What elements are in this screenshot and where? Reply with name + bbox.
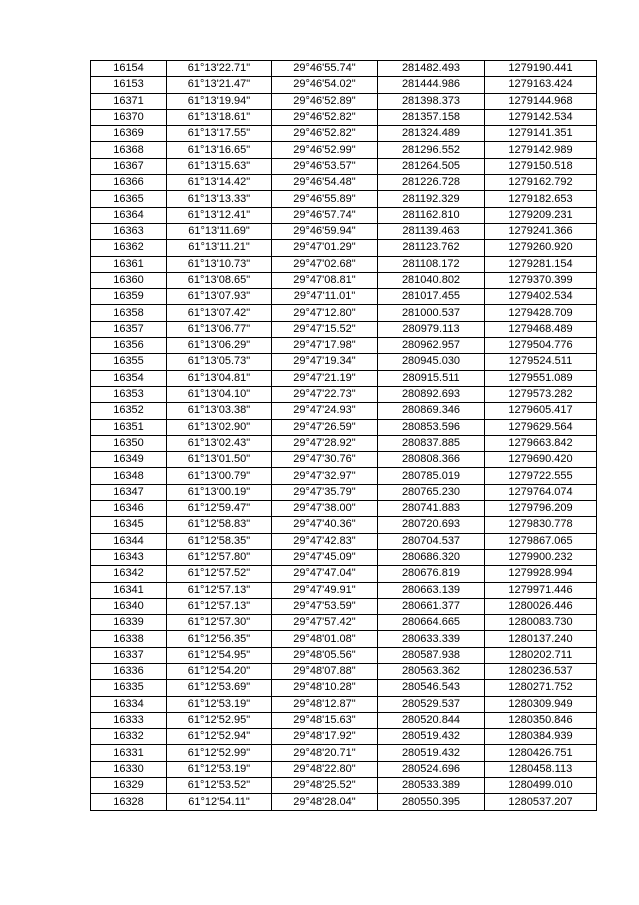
easting-cell: 280563.362	[378, 663, 485, 679]
northing-cell: 1279150.518	[485, 158, 597, 174]
table-row	[91, 175, 597, 191]
easting-cell: 281226.728	[378, 175, 485, 191]
easting-cell: 281040.802	[378, 272, 485, 288]
latitude-cell: 29°48'15.63"	[272, 712, 378, 728]
point-id-cell: 16342	[91, 566, 167, 582]
northing-cell: 1279504.776	[485, 338, 597, 354]
latitude-cell: 29°48'22.80"	[272, 761, 378, 777]
point-id-cell: 16365	[91, 191, 167, 207]
table-row	[91, 598, 597, 614]
easting-cell: 281296.552	[378, 142, 485, 158]
longitude-cell: 61°12'57.13"	[167, 582, 272, 598]
longitude-cell: 61°12'59.47"	[167, 501, 272, 517]
point-id-cell: 16356	[91, 338, 167, 354]
longitude-cell: 61°12'58.35"	[167, 533, 272, 549]
point-id-cell: 16349	[91, 452, 167, 468]
longitude-cell: 61°12'56.35"	[167, 631, 272, 647]
point-id-cell: 16346	[91, 501, 167, 517]
point-id-cell: 16336	[91, 663, 167, 679]
table-row	[91, 191, 597, 207]
easting-cell: 281324.489	[378, 126, 485, 142]
longitude-cell: 61°13'12.41"	[167, 207, 272, 223]
point-id-cell: 16333	[91, 712, 167, 728]
table-row	[91, 77, 597, 93]
northing-cell: 1279370.399	[485, 272, 597, 288]
point-id-cell: 16367	[91, 158, 167, 174]
northing-cell: 1280350.846	[485, 712, 597, 728]
latitude-cell: 29°47'26.59"	[272, 419, 378, 435]
longitude-cell: 61°13'05.73"	[167, 354, 272, 370]
table-row	[91, 501, 597, 517]
point-id-cell: 16339	[91, 615, 167, 631]
northing-cell: 1279690.420	[485, 452, 597, 468]
northing-cell: 1279971.446	[485, 582, 597, 598]
easting-cell: 280808.366	[378, 452, 485, 468]
latitude-cell: 29°46'54.02"	[272, 77, 378, 93]
longitude-cell: 61°13'08.65"	[167, 272, 272, 288]
longitude-cell: 61°13'07.93"	[167, 289, 272, 305]
latitude-cell: 29°46'52.89"	[272, 93, 378, 109]
point-id-cell: 16359	[91, 289, 167, 305]
latitude-cell: 29°47'35.79"	[272, 484, 378, 500]
easting-cell: 280546.543	[378, 680, 485, 696]
easting-cell: 280869.346	[378, 403, 485, 419]
northing-cell: 1279629.564	[485, 419, 597, 435]
latitude-cell: 29°46'54.48"	[272, 175, 378, 191]
table-row	[91, 419, 597, 435]
latitude-cell: 29°47'42.83"	[272, 533, 378, 549]
point-id-cell: 16351	[91, 419, 167, 435]
longitude-cell: 61°13'04.81"	[167, 370, 272, 386]
table-row	[91, 207, 597, 223]
table-row	[91, 452, 597, 468]
easting-cell: 281108.172	[378, 256, 485, 272]
northing-cell: 1279722.555	[485, 468, 597, 484]
longitude-cell: 61°12'52.94"	[167, 729, 272, 745]
latitude-cell: 29°46'52.82"	[272, 109, 378, 125]
latitude-cell: 29°48'28.04"	[272, 794, 378, 810]
easting-cell: 281398.373	[378, 93, 485, 109]
easting-cell: 281162.810	[378, 207, 485, 223]
northing-cell: 1279551.089	[485, 370, 597, 386]
point-id-cell: 16363	[91, 223, 167, 239]
longitude-cell: 61°12'54.11"	[167, 794, 272, 810]
table-row	[91, 549, 597, 565]
northing-cell: 1280026.446	[485, 598, 597, 614]
northing-cell: 1279468.489	[485, 321, 597, 337]
point-id-cell: 16353	[91, 386, 167, 402]
latitude-cell: 29°47'02.68"	[272, 256, 378, 272]
northing-cell: 1279573.282	[485, 386, 597, 402]
latitude-cell: 29°48'01.08"	[272, 631, 378, 647]
point-id-cell: 16331	[91, 745, 167, 761]
latitude-cell: 29°47'57.42"	[272, 615, 378, 631]
latitude-cell: 29°47'53.59"	[272, 598, 378, 614]
table-row	[91, 533, 597, 549]
latitude-cell: 29°47'24.93"	[272, 403, 378, 419]
easting-cell: 280633.339	[378, 631, 485, 647]
northing-cell: 1279142.534	[485, 109, 597, 125]
latitude-cell: 29°47'28.92"	[272, 435, 378, 451]
longitude-cell: 61°13'16.65"	[167, 142, 272, 158]
longitude-cell: 61°13'17.55"	[167, 126, 272, 142]
easting-cell: 280837.885	[378, 435, 485, 451]
table-row	[91, 761, 597, 777]
table-row	[91, 794, 597, 810]
easting-cell: 280720.693	[378, 517, 485, 533]
northing-cell: 1279428.709	[485, 305, 597, 321]
point-id-cell: 16360	[91, 272, 167, 288]
northing-cell: 1280537.207	[485, 794, 597, 810]
longitude-cell: 61°13'02.90"	[167, 419, 272, 435]
northing-cell: 1279764.074	[485, 484, 597, 500]
easting-cell: 281017.455	[378, 289, 485, 305]
point-id-cell: 16369	[91, 126, 167, 142]
latitude-cell: 29°47'08.81"	[272, 272, 378, 288]
longitude-cell: 61°13'02.43"	[167, 435, 272, 451]
longitude-cell: 61°12'58.83"	[167, 517, 272, 533]
latitude-cell: 29°48'10.28"	[272, 680, 378, 696]
northing-cell: 1279142.989	[485, 142, 597, 158]
latitude-cell: 29°46'53.57"	[272, 158, 378, 174]
easting-cell: 280962.957	[378, 338, 485, 354]
point-id-cell: 16154	[91, 61, 167, 77]
longitude-cell: 61°13'01.50"	[167, 452, 272, 468]
table-row	[91, 745, 597, 761]
easting-cell: 281357.158	[378, 109, 485, 125]
easting-cell: 280550.395	[378, 794, 485, 810]
latitude-cell: 29°47'38.00"	[272, 501, 378, 517]
point-id-cell: 16364	[91, 207, 167, 223]
northing-cell: 1280271.752	[485, 680, 597, 696]
longitude-cell: 61°12'57.30"	[167, 615, 272, 631]
latitude-cell: 29°47'30.76"	[272, 452, 378, 468]
latitude-cell: 29°47'11.01"	[272, 289, 378, 305]
easting-cell: 280741.883	[378, 501, 485, 517]
northing-cell: 1279605.417	[485, 403, 597, 419]
longitude-cell: 61°13'21.47"	[167, 77, 272, 93]
table-row	[91, 403, 597, 419]
northing-cell: 1279144.968	[485, 93, 597, 109]
longitude-cell: 61°13'11.69"	[167, 223, 272, 239]
easting-cell: 280853.596	[378, 419, 485, 435]
table-row	[91, 468, 597, 484]
latitude-cell: 29°46'59.94"	[272, 223, 378, 239]
easting-cell: 280676.819	[378, 566, 485, 582]
northing-cell: 1279141.351	[485, 126, 597, 142]
point-id-cell: 16348	[91, 468, 167, 484]
longitude-cell: 61°12'57.80"	[167, 549, 272, 565]
table-row	[91, 93, 597, 109]
point-id-cell: 16358	[91, 305, 167, 321]
table-row	[91, 566, 597, 582]
easting-cell: 280661.377	[378, 598, 485, 614]
table-row	[91, 696, 597, 712]
northing-cell: 1279796.209	[485, 501, 597, 517]
point-id-cell: 16344	[91, 533, 167, 549]
longitude-cell: 61°13'03.38"	[167, 403, 272, 419]
point-id-cell: 16338	[91, 631, 167, 647]
table-row	[91, 729, 597, 745]
longitude-cell: 61°13'13.33"	[167, 191, 272, 207]
latitude-cell: 29°47'19.34"	[272, 354, 378, 370]
latitude-cell: 29°46'55.74"	[272, 61, 378, 77]
easting-cell: 281264.505	[378, 158, 485, 174]
easting-cell: 281123.762	[378, 240, 485, 256]
longitude-cell: 61°12'53.69"	[167, 680, 272, 696]
northing-cell: 1279928.994	[485, 566, 597, 582]
longitude-cell: 61°12'52.99"	[167, 745, 272, 761]
easting-cell: 280785.019	[378, 468, 485, 484]
latitude-cell: 29°47'15.52"	[272, 321, 378, 337]
easting-cell: 281444.986	[378, 77, 485, 93]
latitude-cell: 29°46'55.89"	[272, 191, 378, 207]
latitude-cell: 29°48'12.87"	[272, 696, 378, 712]
table-row	[91, 321, 597, 337]
longitude-cell: 61°13'10.73"	[167, 256, 272, 272]
point-id-cell: 16332	[91, 729, 167, 745]
northing-cell: 1280236.537	[485, 663, 597, 679]
table-row	[91, 435, 597, 451]
northing-cell: 1279209.231	[485, 207, 597, 223]
longitude-cell: 61°13'11.21"	[167, 240, 272, 256]
latitude-cell: 29°47'47.04"	[272, 566, 378, 582]
point-id-cell: 16328	[91, 794, 167, 810]
northing-cell: 1279663.842	[485, 435, 597, 451]
northing-cell: 1280137.240	[485, 631, 597, 647]
easting-cell: 280945.030	[378, 354, 485, 370]
easting-cell: 280533.389	[378, 778, 485, 794]
point-id-cell: 16341	[91, 582, 167, 598]
northing-cell: 1279260.920	[485, 240, 597, 256]
easting-cell: 280704.537	[378, 533, 485, 549]
easting-cell: 280519.432	[378, 729, 485, 745]
northing-cell: 1280384.939	[485, 729, 597, 745]
point-id-cell: 16347	[91, 484, 167, 500]
point-id-cell: 16355	[91, 354, 167, 370]
point-id-cell: 16354	[91, 370, 167, 386]
latitude-cell: 29°47'49.91"	[272, 582, 378, 598]
point-id-cell: 16370	[91, 109, 167, 125]
coordinates-table-body	[91, 61, 597, 811]
northing-cell: 1279182.653	[485, 191, 597, 207]
easting-cell: 280979.113	[378, 321, 485, 337]
table-row	[91, 386, 597, 402]
northing-cell: 1279524.511	[485, 354, 597, 370]
table-row	[91, 272, 597, 288]
table-row	[91, 223, 597, 239]
latitude-cell: 29°46'52.82"	[272, 126, 378, 142]
easting-cell: 280520.844	[378, 712, 485, 728]
easting-cell: 280915.511	[378, 370, 485, 386]
easting-cell: 280587.938	[378, 647, 485, 663]
northing-cell: 1280426.751	[485, 745, 597, 761]
easting-cell: 281192.329	[378, 191, 485, 207]
longitude-cell: 61°13'19.94"	[167, 93, 272, 109]
northing-cell: 1279163.424	[485, 77, 597, 93]
table-row	[91, 663, 597, 679]
longitude-cell: 61°12'53.52"	[167, 778, 272, 794]
point-id-cell: 16343	[91, 549, 167, 565]
table-row	[91, 109, 597, 125]
longitude-cell: 61°13'04.10"	[167, 386, 272, 402]
easting-cell: 281000.537	[378, 305, 485, 321]
longitude-cell: 61°12'54.20"	[167, 663, 272, 679]
latitude-cell: 29°47'12.80"	[272, 305, 378, 321]
coordinates-table	[90, 60, 597, 811]
longitude-cell: 61°13'14.42"	[167, 175, 272, 191]
latitude-cell: 29°48'25.52"	[272, 778, 378, 794]
table-row	[91, 631, 597, 647]
northing-cell: 1280202.711	[485, 647, 597, 663]
point-id-cell: 16153	[91, 77, 167, 93]
point-id-cell: 16362	[91, 240, 167, 256]
point-id-cell: 16335	[91, 680, 167, 696]
northing-cell: 1279402.534	[485, 289, 597, 305]
easting-cell: 280524.696	[378, 761, 485, 777]
table-row	[91, 158, 597, 174]
northing-cell: 1279190.441	[485, 61, 597, 77]
longitude-cell: 61°13'07.42"	[167, 305, 272, 321]
latitude-cell: 29°48'05.56"	[272, 647, 378, 663]
easting-cell: 280892.693	[378, 386, 485, 402]
northing-cell: 1280499.010	[485, 778, 597, 794]
point-id-cell: 16357	[91, 321, 167, 337]
longitude-cell: 61°13'22.71"	[167, 61, 272, 77]
latitude-cell: 29°47'17.98"	[272, 338, 378, 354]
longitude-cell: 61°12'52.95"	[167, 712, 272, 728]
longitude-cell: 61°13'00.19"	[167, 484, 272, 500]
longitude-cell: 61°12'54.95"	[167, 647, 272, 663]
easting-cell: 280664.665	[378, 615, 485, 631]
longitude-cell: 61°12'57.52"	[167, 566, 272, 582]
longitude-cell: 61°13'00.79"	[167, 468, 272, 484]
table-row	[91, 517, 597, 533]
table-row	[91, 370, 597, 386]
point-id-cell: 16366	[91, 175, 167, 191]
longitude-cell: 61°13'06.29"	[167, 338, 272, 354]
point-id-cell: 16361	[91, 256, 167, 272]
table-row	[91, 305, 597, 321]
northing-cell: 1279281.154	[485, 256, 597, 272]
table-row	[91, 484, 597, 500]
table-row	[91, 354, 597, 370]
point-id-cell: 16345	[91, 517, 167, 533]
longitude-cell: 61°12'57.13"	[167, 598, 272, 614]
table-row	[91, 289, 597, 305]
table-row	[91, 126, 597, 142]
longitude-cell: 61°13'15.63"	[167, 158, 272, 174]
table-row	[91, 778, 597, 794]
table-row	[91, 338, 597, 354]
point-id-cell: 16352	[91, 403, 167, 419]
table-row	[91, 582, 597, 598]
northing-cell: 1280458.113	[485, 761, 597, 777]
latitude-cell: 29°47'22.73"	[272, 386, 378, 402]
point-id-cell: 16340	[91, 598, 167, 614]
table-row	[91, 647, 597, 663]
northing-cell: 1279162.792	[485, 175, 597, 191]
latitude-cell: 29°48'17.92"	[272, 729, 378, 745]
latitude-cell: 29°47'01.29"	[272, 240, 378, 256]
table-row	[91, 61, 597, 77]
longitude-cell: 61°13'06.77"	[167, 321, 272, 337]
latitude-cell: 29°47'32.97"	[272, 468, 378, 484]
latitude-cell: 29°47'45.09"	[272, 549, 378, 565]
northing-cell: 1280309.949	[485, 696, 597, 712]
longitude-cell: 61°12'53.19"	[167, 761, 272, 777]
point-id-cell: 16337	[91, 647, 167, 663]
longitude-cell: 61°12'53.19"	[167, 696, 272, 712]
point-id-cell: 16368	[91, 142, 167, 158]
easting-cell: 280663.139	[378, 582, 485, 598]
point-id-cell: 16371	[91, 93, 167, 109]
easting-cell: 280686.320	[378, 549, 485, 565]
northing-cell: 1279830.778	[485, 517, 597, 533]
point-id-cell: 16334	[91, 696, 167, 712]
northing-cell: 1279900.232	[485, 549, 597, 565]
table-row	[91, 680, 597, 696]
easting-cell: 280529.537	[378, 696, 485, 712]
latitude-cell: 29°46'57.74"	[272, 207, 378, 223]
point-id-cell: 16350	[91, 435, 167, 451]
table-row	[91, 142, 597, 158]
easting-cell: 280519.432	[378, 745, 485, 761]
point-id-cell: 16329	[91, 778, 167, 794]
latitude-cell: 29°48'20.71"	[272, 745, 378, 761]
latitude-cell: 29°47'40.36"	[272, 517, 378, 533]
table-row	[91, 712, 597, 728]
easting-cell: 281482.493	[378, 61, 485, 77]
easting-cell: 281139.463	[378, 223, 485, 239]
point-id-cell: 16330	[91, 761, 167, 777]
table-row	[91, 240, 597, 256]
latitude-cell: 29°48'07.88"	[272, 663, 378, 679]
latitude-cell: 29°46'52.99"	[272, 142, 378, 158]
table-row	[91, 256, 597, 272]
northing-cell: 1279867.065	[485, 533, 597, 549]
longitude-cell: 61°13'18.61"	[167, 109, 272, 125]
table-row	[91, 615, 597, 631]
latitude-cell: 29°47'21.19"	[272, 370, 378, 386]
easting-cell: 280765.230	[378, 484, 485, 500]
northing-cell: 1279241.366	[485, 223, 597, 239]
northing-cell: 1280083.730	[485, 615, 597, 631]
